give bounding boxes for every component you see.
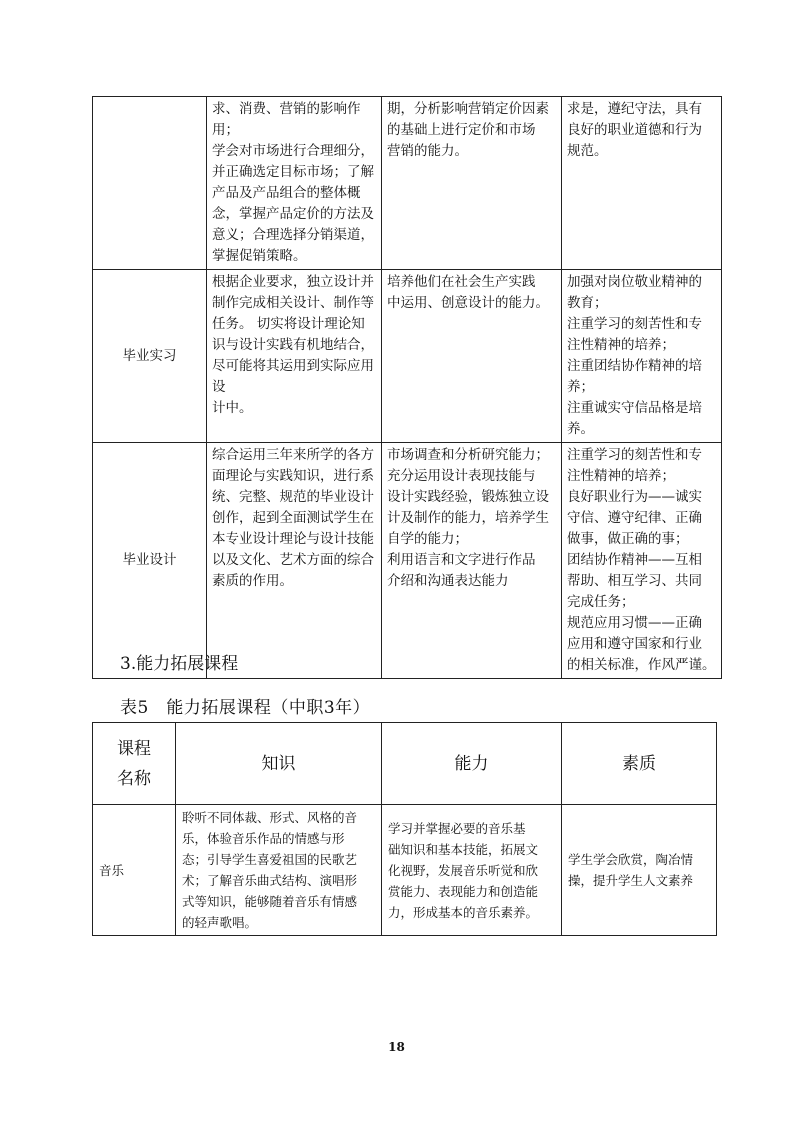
quality-cell: 学生学会欣赏，陶冶情 操，提升学生人文素养 [562,805,717,936]
course-name-cell [93,97,207,270]
quality-cell: 求是，遵纪守法，具有 良好的职业道德和行为 规范。 [562,97,722,270]
course-table-continued [92,96,722,679]
header-quality: 素质 [562,723,717,805]
knowledge-cell: 聆听不同体裁、形式、风格的音 乐，体验音乐作品的情感与形 态；引导学生喜爱祖国的民歌艺 术；了解音乐曲式结构、演唱形 式等知识，能够随着音乐有情感 的轻声歌唱。 [176,805,382,936]
ability-extension-table [92,722,717,936]
ability-cell: 市场调查和分析研究能力； 充分运用设计表现技能与 设计实践经验，锻炼独立设 计及制作的能力，培养学生 自学的能力； 利用语言和文字进行作品 介绍和沟通表达能力 [382,443,562,679]
knowledge-cell: 求、消费、营销的影响作用； 学会对市场进行合理细分， 并正确选定目标市场；了解 产品及产品组合的整体概 念，掌握产品定价的方法及 意义；合理选择分销渠道， 掌握促销策略。 [207,97,382,270]
table-caption: 表5 能力拓展课程（中职3年） [120,698,371,718]
course-name-cell: 毕业设计 [93,443,207,679]
ability-cell: 期，分析影响营销定价因素 的基础上进行定价和市场 营销的能力。 [382,97,562,270]
ability-cell: 学习并掌握必要的音乐基 础知识和基本技能，拓展文 化视野，发展音乐听觉和欣 赏能力、表现能力和创造能 力，形成基本的音乐素养。 [382,805,562,936]
table-row [93,270,722,443]
knowledge-cell: 根据企业要求，独立设计并 制作完成相关设计、制作等 任务。 切实将设计理论知 识与设计实践有机地结合， 尽可能将其运用到实际应用 设 计中。 [207,270,382,443]
quality-cell: 加强对岗位敬业精神的 教育； 注重学习的刻苦性和专 注性精神的培养； 注重团结协作精神的培 养； 注重诚实守信品格是培 养。 [562,270,722,443]
ability-cell: 培养他们在社会生产实践 中运用、创意设计的能力。 [382,270,562,443]
table-row [93,805,717,936]
table-row [93,443,722,679]
table-row [93,97,722,270]
quality-cell: 注重学习的刻苦性和专 注性精神的培养； 良好职业行为——诚实 守信、遵守纪律、正确 做事，做正确的事； 团结协作精神——互相 帮助、相互学习、共同 完成任务； 规范应用习惯——正确 应用和遵守国家和行业 的相关标准，作风严谨。 [562,443,722,679]
header-ability: 能力 [382,723,562,805]
header-course-name: 课程 名称 [93,723,176,805]
page-number: 18 [388,1040,405,1054]
table-header-row [93,723,717,805]
course-name-cell: 毕业实习 [93,270,207,443]
course-name-cell: 音乐 [93,805,176,936]
knowledge-cell: 综合运用三年来所学的各方 面理论与实践知识，进行系 统、完整、规范的毕业设计 创作，起到全面测试学生在 本专业设计理论与设计技能 以及文化、艺术方面的综合 素质的作用。 [207,443,382,679]
header-knowledge: 知识 [176,723,382,805]
section-heading: 3.能力拓展课程 [120,654,239,674]
